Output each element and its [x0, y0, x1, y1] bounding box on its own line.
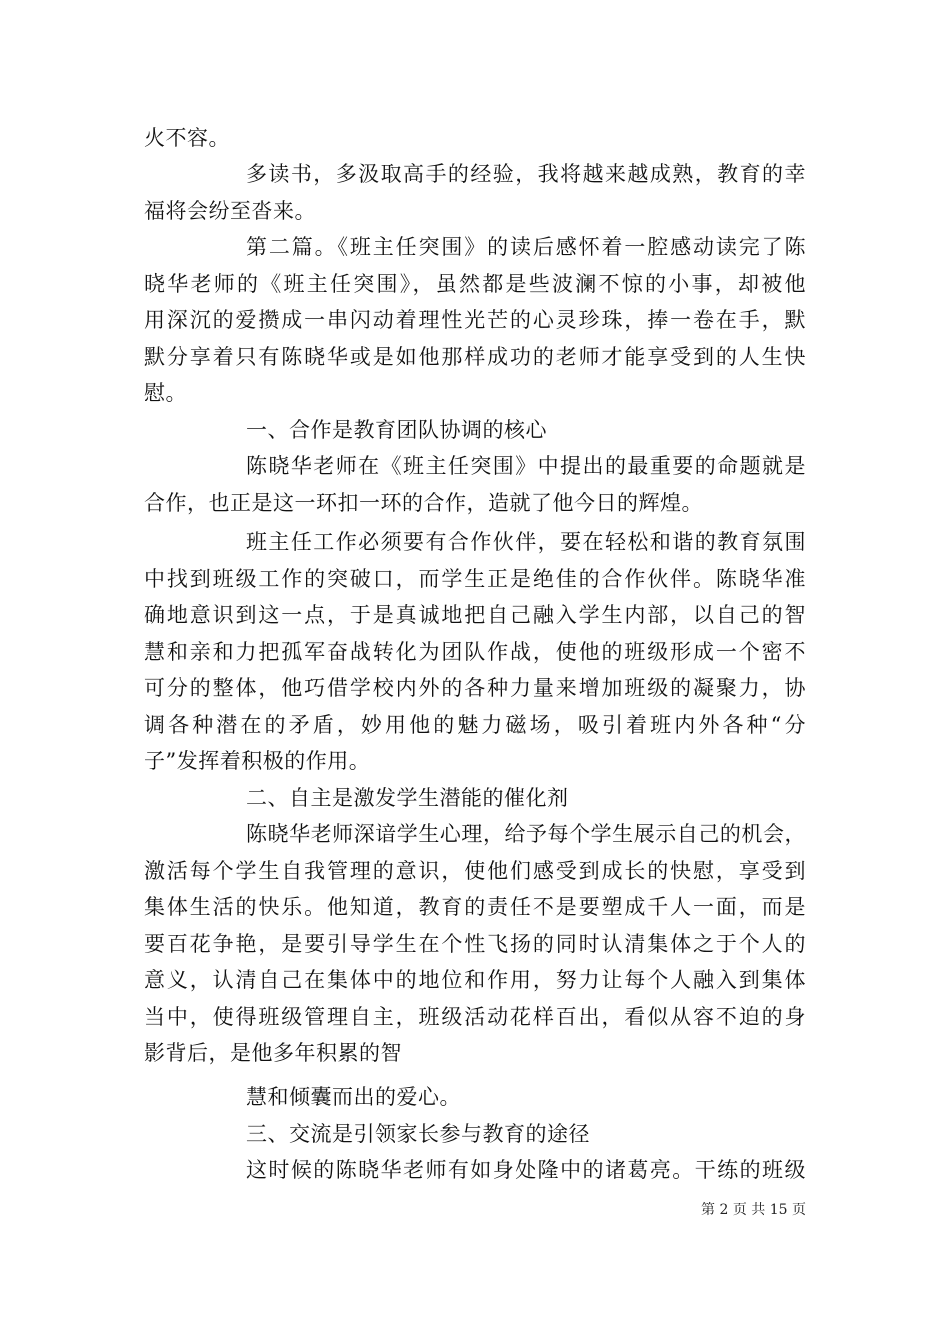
text-line: 福将会纷至沓来。	[144, 199, 316, 223]
text-line: 慰。	[144, 381, 187, 405]
text-line: 火不容。	[144, 126, 230, 150]
text-line: 影背后，是他多年积累的智	[144, 1041, 402, 1065]
text-line: 默分享着只有陈晓华或是如他那样成功的老师才能享受到的人生快	[144, 345, 806, 369]
text-line: 要百花争艳，是要引导学生在个性飞扬的同时认清集体之于个人的	[144, 932, 806, 956]
text-line: 这时候的陈晓华老师有如身处隆中的诸葛亮。干练的班级	[246, 1158, 806, 1182]
text-line: 意义，认清自己在集体中的地位和作用，努力让每个人融入到集体	[144, 968, 806, 992]
text-line: 中找到班级工作的突破口，而学生正是绝佳的合作伙伴。陈晓华准	[144, 567, 806, 591]
text-line: 陈晓华老师深谙学生心理，给予每个学生展示自己的机会，	[246, 822, 806, 846]
text-line: 调各种潜在的矛盾，妙用他的魅力磁场，吸引着班内外各种“分	[144, 713, 806, 737]
text-line: 合作，也正是这一环扣一环的合作，造就了他今日的辉煌。	[144, 491, 703, 515]
text-line: 慧和亲和力把孤军奋战转化为团队作战，使他的班级形成一个密不	[144, 640, 806, 664]
text-line: 可分的整体，他巧借学校内外的各种力量来增加班级的凝聚力，协	[144, 676, 806, 700]
text-line: 激活每个学生自我管理的意识，使他们感受到成长的快慰，享受到	[144, 859, 806, 883]
text-line: 当中，使得班级管理自主，班级活动花样百出，看似从容不迫的身	[144, 1005, 806, 1029]
text-line: 用深沉的爱攒成一串闪动着理性光芒的心灵珍珠，捧一卷在手，默	[144, 308, 806, 332]
text-line: 多读书，多汲取高手的经验，我将越来越成熟，教育的幸	[246, 162, 806, 186]
section-heading: 二、自主是激发学生潜能的催化剂	[246, 786, 569, 810]
text-line: 陈晓华老师在《班主任突围》中提出的最重要的命题就是	[246, 454, 806, 478]
section-heading: 三、交流是引领家长参与教育的途径	[246, 1122, 590, 1146]
section-heading: 一、合作是教育团队协调的核心	[246, 418, 547, 442]
text-line: 集体生活的快乐。他知道，教育的责任不是要塑成千人一面，而是	[144, 895, 806, 919]
text-line: 班主任工作必须要有合作伙伴，要在轻松和谐的教育氛围	[246, 530, 806, 554]
text-line: 慧和倾囊而出的爱心。	[246, 1085, 461, 1109]
text-line: 确地意识到这一点，于是真诚地把自己融入学生内部，以自己的智	[144, 603, 806, 627]
text-line: 晓华老师的《班主任突围》，虽然都是些波澜不惊的小事，却被他	[144, 272, 806, 296]
text-line: 第二篇。《班主任突围》的读后感怀着一腔感动读完了陈	[246, 235, 806, 259]
page-number: 第 2 页 共 15 页	[701, 1202, 806, 1218]
text-line: 子”发挥着积极的作用。	[144, 749, 371, 773]
